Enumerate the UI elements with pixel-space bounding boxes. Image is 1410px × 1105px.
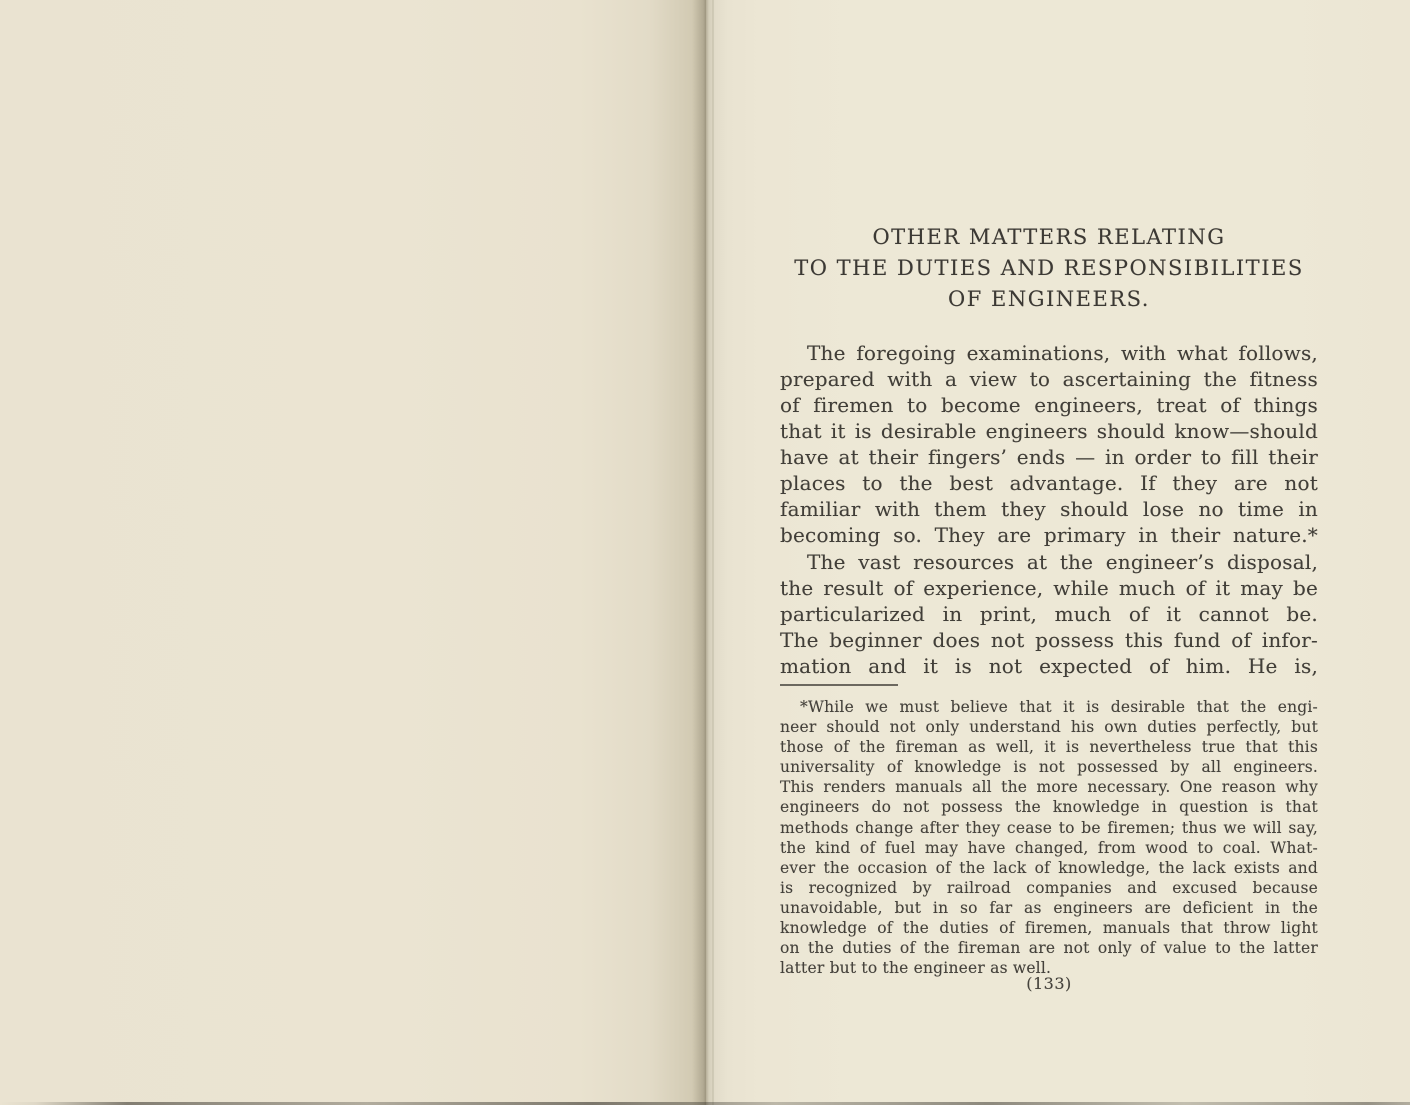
- text-line: prepared with a view to ascertaining the fitness: [780, 367, 1318, 391]
- text-line: familiar with them they should lose no time in: [780, 497, 1318, 521]
- text-line: OTHER MATTERS RELATING: [872, 225, 1226, 249]
- text-line: the kind of fuel may have changed, from wood to coal. What-: [780, 838, 1318, 857]
- text-line: TO THE DUTIES AND RESPONSIBILITIES: [794, 256, 1304, 280]
- text-line: OF ENGINEERS.: [948, 287, 1150, 311]
- text-line: mation and it is not expected of him. He is,: [780, 654, 1318, 678]
- text-line: ever the occasion of the lack of knowledge, the lack exists and: [780, 858, 1318, 877]
- text-line: methods change after they cease to be firemen; thus we will say,: [780, 818, 1318, 837]
- chapter-title: [780, 222, 1318, 315]
- text-line: is recognized by railroad companies and excused because: [780, 878, 1318, 897]
- text-line: particularized in print, much of it cannot be.: [780, 602, 1318, 626]
- text-line: The vast resources at the engineer’s disposal,: [807, 550, 1318, 574]
- footnote-separator-rule: [780, 684, 898, 686]
- body-paragraph-2: [780, 549, 1318, 679]
- text-line: places to the best advantage. If they are not: [780, 471, 1318, 495]
- text-line: the result of experience, while much of it may be: [780, 576, 1318, 600]
- text-line: The foregoing examinations, with what follows,: [807, 341, 1318, 365]
- text-line: unavoidable, but in so far as engineers are deficient in the: [780, 898, 1318, 917]
- text-line: those of the fireman as well, it is nevertheless true that this: [780, 738, 1318, 757]
- gutter-crease: [712, 0, 714, 1105]
- text-line: have at their fingers’ ends — in order to fill their: [780, 445, 1318, 469]
- footnote: [780, 697, 1318, 978]
- text-line: This renders manuals all the more necessary. One reason why: [780, 778, 1318, 797]
- text-line: latter but to the engineer as well.: [780, 959, 1052, 978]
- text-line: neer should not only understand his own duties perfectly, but: [780, 718, 1318, 737]
- text-line: engineers do not possess the knowledge in question is that: [780, 798, 1318, 817]
- text-line: becoming so. They are primary in their nature.*: [780, 523, 1318, 547]
- text-line: that it is desirable engineers should know—should: [780, 419, 1318, 443]
- page-number: (133): [1026, 974, 1072, 993]
- body-paragraph-1: [780, 340, 1318, 548]
- text-line: The beginner does not possess this fund of infor-: [780, 628, 1318, 652]
- text-line: universality of knowledge is not possessed by all engineers.: [780, 758, 1318, 777]
- text-line: knowledge of the duties of firemen, manuals that throw light: [780, 919, 1318, 938]
- text-line: of firemen to become engineers, treat of things: [780, 393, 1318, 417]
- text-line: *While we must believe that it is desirable that the engi-: [800, 698, 1318, 716]
- text-line: on the duties of the fireman are not only of value to the latter: [780, 939, 1318, 958]
